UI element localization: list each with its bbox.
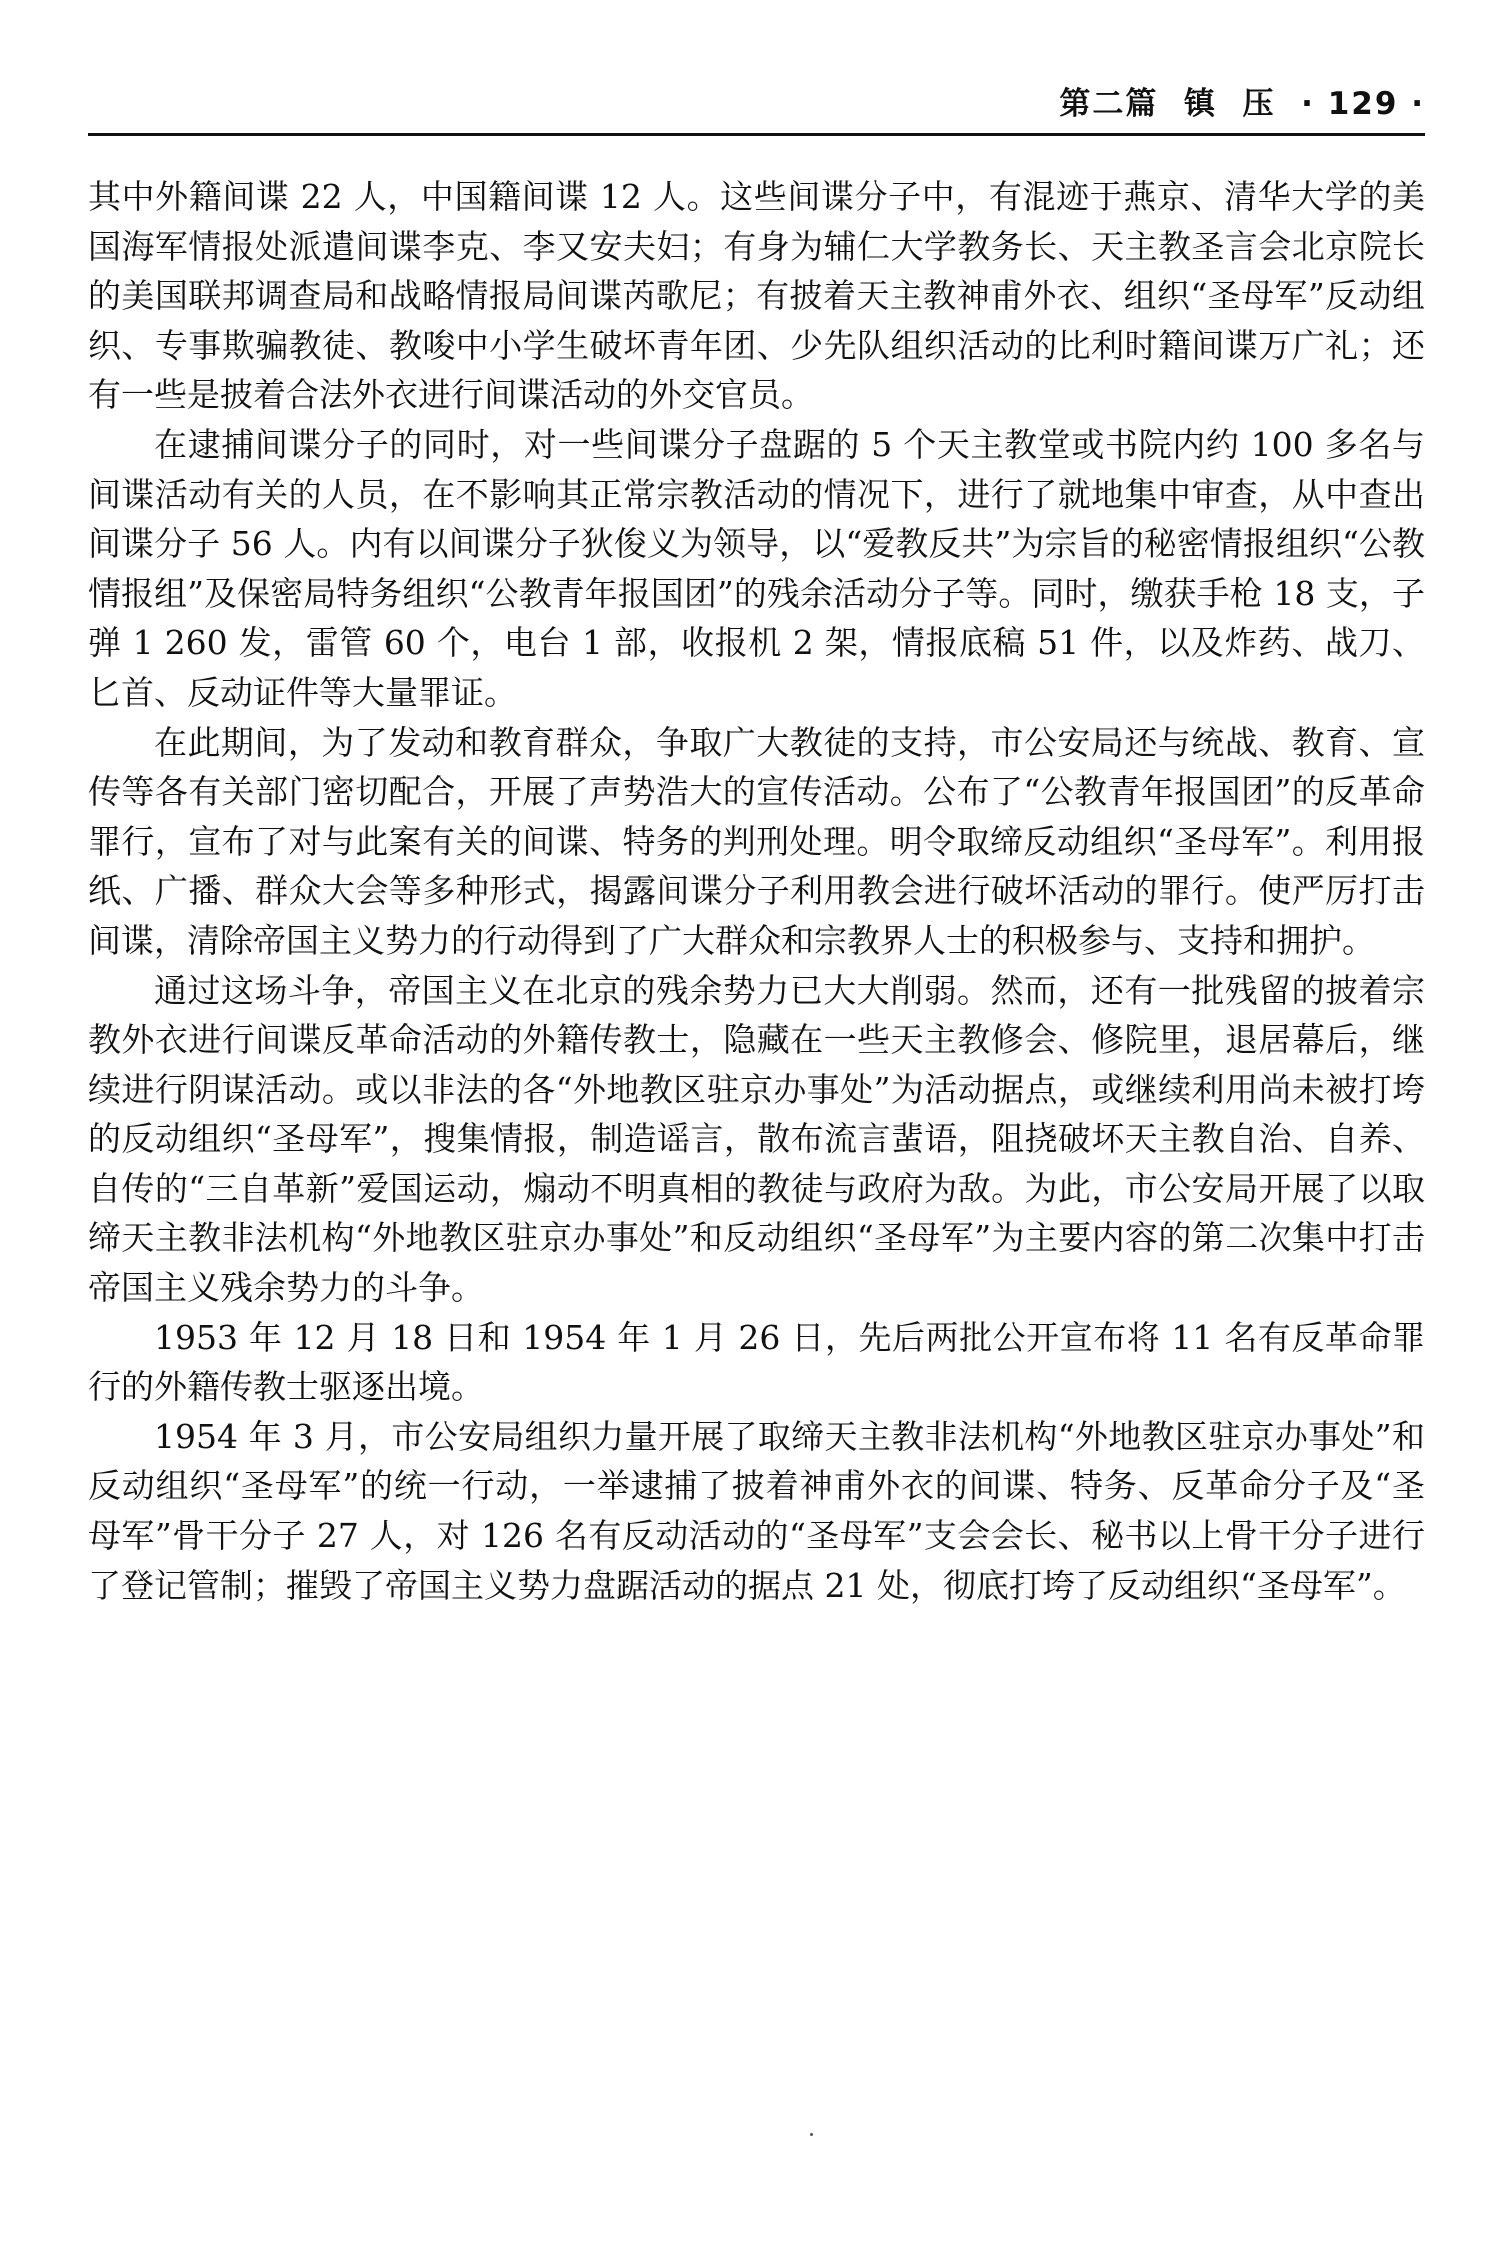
paragraph-5: 1953 年 12 月 18 日和 1954 年 1 月 26 日，先后两批公开宣布将 11 名有反革命罪行的外籍传教士驱逐出境。 <box>88 1317 1425 1407</box>
scan-speck <box>810 2133 813 2136</box>
paragraph-3: 在此期间，为了发动和教育群众，争取广大教徒的支持，市公安局还与统战、教育、宣传等各有关部门密切配合，开展了声势浩大的宣传活动。公布了“公教青年报国团”的反革命罪行，宣布了对与此案有关的间谍、特务的判刑处理。明令取缔反动组织“圣母军”。利用报纸、广播、群众大会等多种形式，揭露间谍分子利用教会进行破坏活动的罪行。使严厉打击间谍，清除帝国主义势力的行动得到了广大群众和宗教界人士的积极参与、支持和拥护。 <box>88 722 1425 960</box>
body-text <box>88 172 1425 1610</box>
page-header <box>88 72 1425 124</box>
paragraph-6: 1954 年 3 月，市公安局组织力量开展了取缔天主教非法机构“外地教区驻京办事处”和反动组织“圣母军”的统一行动，一举逮捕了披着神甫外衣的间谍、特务、反革命分子及“圣母军”骨干分子 27 人，对 126 名有反动活动的“圣母军”支会会长、秘书以上骨干分子进行了登记管制；摧毁了帝国主义势力盘踞活动的据点 21 处，彻底打垮了反动组织“圣母军”。 <box>88 1416 1425 1605</box>
paragraph-4: 通过这场斗争，帝国主义在北京的残余势力已大大削弱。然而，还有一批残留的披着宗教外衣进行间谍反革命活动的外籍传教士，隐藏在一些天主教修会、修院里，退居幕后，继续进行阴谋活动。或以非法的各“外地教区驻京办事处”为活动据点，或继续利用尚未被打垮的反动组织“圣母军”，搜集情报，制造谣言，散布流言蜚语，阻挠破坏天主教自治、自养、自传的“三自革新”爱国运动，煽动不明真相的教徒与政府为敌。为此，市公安局开展了以取缔天主教非法机构“外地教区驻京办事处”和反动组织“圣母军”为主要内容的第二次集中打击帝国主义残余势力的斗争。 <box>88 970 1425 1308</box>
paragraph-2: 在逮捕间谍分子的同时，对一些间谍分子盘踞的 5 个天主教堂或书院内约 100 多名与间谍活动有关的人员，在不影响其正常宗教活动的情况下，进行了就地集中审查，从中查出间谍分子 56 人。内有以间谍分子狄俊义为领导，以“爱教反共”为宗旨的秘密情报组织“公教情报组”及保密局特务组织“公教青年报国团”的残余活动分子等。同时，缴获手枪 18 支，子弹 1 260 发，雷管 60 个，电台 1 部，收报机 2 架，情报底稿 51 件，以及炸药、战刀、匕首、反动证件等大量罪证。 <box>88 424 1425 712</box>
running-head: 第二篇 镇 压 · 129 · <box>1059 86 1425 122</box>
header-rule <box>88 133 1425 136</box>
paragraph-1: 其中外籍间谍 22 人，中国籍间谍 12 人。这些间谍分子中，有混迹于燕京、清华大学的美国海军情报处派遣间谍李克、李又安夫妇；有身为辅仁大学教务长、天主教圣言会北京院长的美国联邦调查局和战略情报局间谍芮歌尼；有披着天主教神甫外衣、组织“圣母军”反动组织、专事欺骗教徒、教唆中小学生破坏青年团、少先队组织活动的比利时籍间谍万广礼；还有一些是披着合法外衣进行间谍活动的外交官员。 <box>88 177 1425 415</box>
